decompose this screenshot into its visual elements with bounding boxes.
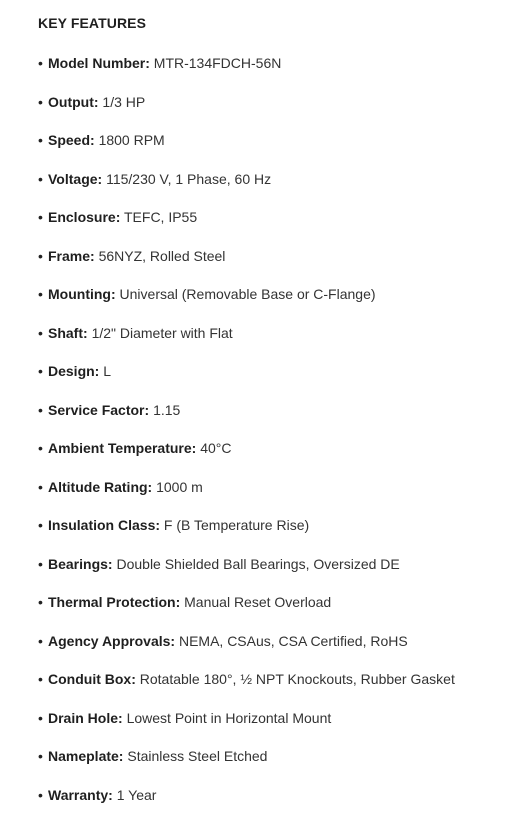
feature-value: 1000 m: [156, 478, 203, 495]
feature-value: 1.15: [153, 401, 181, 418]
feature-item: [38, 593, 455, 632]
feature-item: [38, 401, 455, 440]
bullet-icon: •: [38, 170, 43, 187]
feature-item: [38, 555, 455, 594]
bullet-icon: •: [38, 132, 43, 148]
bullet-icon: •: [38, 671, 43, 687]
feature-label: Model Number:: [48, 55, 150, 71]
features-list: [38, 54, 455, 824]
bullet-icon: •: [38, 555, 43, 572]
feature-label: Mounting:: [48, 286, 116, 302]
feature-item: [38, 439, 455, 478]
feature-value: 115/230 V, 1 Phase, 60 Hz: [106, 170, 272, 187]
bullet-icon: •: [38, 748, 43, 764]
bullet-icon: •: [38, 209, 43, 225]
feature-value: 1800 RPM: [98, 132, 165, 148]
feature-value: Universal (Removable Base or C-Flange): [119, 286, 376, 302]
bullet-icon: •: [38, 324, 43, 341]
feature-value: Stainless Steel Etched: [127, 748, 268, 764]
bullet-icon: •: [38, 632, 43, 649]
feature-label: Thermal Protection:: [48, 594, 181, 610]
feature-item: [38, 362, 455, 401]
feature-label: Voltage:: [48, 170, 103, 187]
feature-item: [38, 709, 455, 748]
bullet-icon: •: [38, 478, 43, 495]
feature-value: 40°C: [200, 440, 232, 456]
feature-item: [38, 516, 455, 555]
feature-label: Warranty:: [48, 786, 113, 803]
feature-item: [38, 786, 455, 824]
feature-item: [38, 324, 455, 363]
feature-item: [38, 54, 455, 93]
feature-value: Lowest Point in Horizontal Mount: [126, 709, 332, 726]
bullet-icon: •: [38, 55, 43, 71]
feature-item: [38, 170, 455, 209]
feature-value: L: [103, 363, 112, 379]
feature-value: Double Shielded Ball Bearings, Oversized DE: [116, 555, 400, 572]
bullet-icon: •: [38, 93, 43, 110]
feature-item: [38, 478, 455, 517]
feature-item: [38, 131, 455, 170]
feature-item: [38, 632, 455, 671]
feature-value: 1/2" Diameter with Flat: [91, 324, 233, 341]
feature-label: Frame:: [48, 247, 95, 264]
feature-value: 56NYZ, Rolled Steel: [98, 247, 226, 264]
bullet-icon: •: [38, 440, 43, 456]
key-features-heading: KEY FEATURES: [38, 15, 147, 31]
feature-label: Altitude Rating:: [48, 478, 153, 495]
feature-label: Bearings:: [48, 555, 113, 572]
feature-item: [38, 670, 455, 709]
feature-label: Output:: [48, 93, 99, 110]
bullet-icon: •: [38, 363, 43, 379]
feature-value: Manual Reset Overload: [184, 594, 332, 610]
feature-label: Agency Approvals:: [48, 632, 176, 649]
bullet-icon: •: [38, 401, 43, 418]
feature-label: Nameplate:: [48, 748, 124, 764]
feature-label: Enclosure:: [48, 209, 121, 225]
feature-value: F (B Temperature Rise): [163, 517, 310, 533]
bullet-icon: •: [38, 786, 43, 803]
feature-value: NEMA, CSAus, CSA Certified, RoHS: [178, 632, 408, 649]
feature-label: Shaft:: [48, 324, 88, 341]
feature-value: MTR-134FDCH-56N: [153, 55, 282, 71]
bullet-icon: •: [38, 517, 43, 533]
feature-label: Service Factor:: [48, 401, 150, 418]
feature-label: Insulation Class:: [48, 517, 161, 533]
feature-label: Design:: [48, 363, 100, 379]
bullet-icon: •: [38, 594, 43, 610]
feature-label: Conduit Box:: [48, 671, 136, 687]
feature-label: Drain Hole:: [48, 709, 123, 726]
feature-value: TEFC, IP55: [124, 209, 198, 225]
feature-item: [38, 747, 455, 786]
feature-label: Ambient Temperature:: [48, 440, 197, 456]
feature-item: [38, 93, 455, 132]
feature-item: [38, 285, 455, 324]
bullet-icon: •: [38, 247, 43, 264]
feature-label: Speed:: [48, 132, 95, 148]
feature-value: 1/3 HP: [102, 93, 146, 110]
feature-item: [38, 208, 455, 247]
bullet-icon: •: [38, 709, 43, 726]
feature-value: 1 Year: [116, 786, 157, 803]
bullet-icon: •: [38, 286, 43, 302]
feature-value: Rotatable 180°, ½ NPT Knockouts, Rubber Gasket: [139, 671, 455, 687]
feature-item: [38, 247, 455, 286]
